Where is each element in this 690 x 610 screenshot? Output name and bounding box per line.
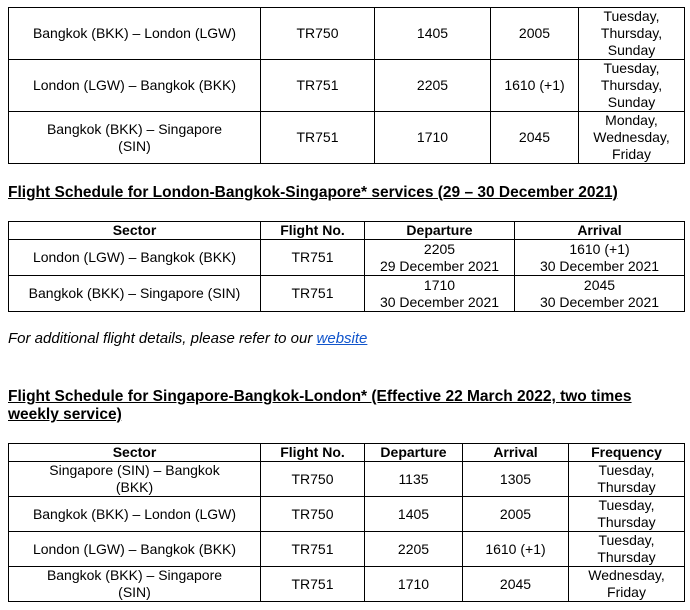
flight-cell: TR751 <box>261 567 365 602</box>
sector-cell: London (LGW) – Bangkok (BKK) <box>9 240 261 276</box>
sector-cell: Bangkok (BKK) – Singapore (SIN) <box>9 567 261 602</box>
arrival-cell: 1610 (+1) <box>491 60 579 112</box>
flight-cell: TR751 <box>261 240 365 276</box>
note-text: For additional flight details, please refer to our <box>8 330 313 347</box>
departure-cell: 1135 <box>365 462 463 497</box>
column-header-flight-no: Flight No. <box>261 444 365 462</box>
frequency-cell: Tuesday, Thursday <box>569 497 685 532</box>
flight-cell: TR750 <box>261 462 365 497</box>
section-heading-singapore-bangkok-london <box>8 388 632 424</box>
column-header-departure: Departure <box>365 444 463 462</box>
website-link[interactable]: website <box>316 330 368 347</box>
arrival-cell: 2045 <box>491 112 579 164</box>
column-header-departure: Departure <box>365 222 515 240</box>
table-row <box>9 497 685 532</box>
column-header-sector: Sector <box>9 444 261 462</box>
flight-cell: TR751 <box>261 112 375 164</box>
flight-cell: TR750 <box>261 497 365 532</box>
table-header-row <box>9 222 685 240</box>
table-row <box>9 532 685 567</box>
frequency-cell: Tuesday, Thursday <box>569 532 685 567</box>
departure-cell: 2205 29 December 2021 <box>365 240 515 276</box>
flight-cell: TR751 <box>261 276 365 312</box>
departure-cell: 1405 <box>375 8 491 60</box>
table-row <box>9 8 685 60</box>
sector-cell: Bangkok (BKK) – Singapore (SIN) <box>9 276 261 312</box>
table-header-row <box>9 444 685 462</box>
arrival-cell: 2005 <box>463 497 569 532</box>
sector-cell: Bangkok (BKK) – London (LGW) <box>9 8 261 60</box>
arrival-cell: 1305 <box>463 462 569 497</box>
flight-cell: TR751 <box>261 532 365 567</box>
departure-cell: 1710 <box>375 112 491 164</box>
sector-cell: Bangkok (BKK) – London (LGW) <box>9 497 261 532</box>
departure-cell: 2205 <box>375 60 491 112</box>
table-row <box>9 60 685 112</box>
arrival-cell: 2045 30 December 2021 <box>515 276 685 312</box>
column-header-flight-no: Flight No. <box>261 222 365 240</box>
arrival-cell: 1610 (+1) <box>463 532 569 567</box>
departure-cell: 1710 30 December 2021 <box>365 276 515 312</box>
column-header-frequency: Frequency <box>569 444 685 462</box>
flight-cell: TR750 <box>261 8 375 60</box>
table-row <box>9 567 685 602</box>
additional-details-note <box>8 330 367 347</box>
table-row <box>9 240 685 276</box>
frequency-cell: Monday, Wednesday, Friday <box>579 112 685 164</box>
column-header-arrival: Arrival <box>463 444 569 462</box>
frequency-cell: Tuesday, Thursday, Sunday <box>579 8 685 60</box>
heading-line-2: weekly service) <box>8 406 122 423</box>
frequency-cell: Wednesday, Friday <box>569 567 685 602</box>
schedule-table-1 <box>8 7 685 164</box>
column-header-sector: Sector <box>9 222 261 240</box>
section-heading-london-bangkok-singapore: Flight Schedule for London-Bangkok-Singapore* services (29 – 30 December 2021) <box>8 184 618 201</box>
sector-cell: Singapore (SIN) – Bangkok (BKK) <box>9 462 261 497</box>
sector-cell: Bangkok (BKK) – Singapore (SIN) <box>9 112 261 164</box>
sector-cell: London (LGW) – Bangkok (BKK) <box>9 60 261 112</box>
arrival-cell: 2005 <box>491 8 579 60</box>
table-row <box>9 276 685 312</box>
frequency-cell: Tuesday, Thursday <box>569 462 685 497</box>
departure-cell: 1710 <box>365 567 463 602</box>
flight-cell: TR751 <box>261 60 375 112</box>
arrival-cell: 1610 (+1) 30 December 2021 <box>515 240 685 276</box>
table-row <box>9 462 685 497</box>
schedule-table-2 <box>8 221 685 312</box>
column-header-arrival: Arrival <box>515 222 685 240</box>
arrival-cell: 2045 <box>463 567 569 602</box>
frequency-cell: Tuesday, Thursday, Sunday <box>579 60 685 112</box>
departure-cell: 1405 <box>365 497 463 532</box>
heading-line-1: Flight Schedule for Singapore-Bangkok-London* (Effective 22 March 2022, two times <box>8 388 632 405</box>
departure-cell: 2205 <box>365 532 463 567</box>
table-row <box>9 112 685 164</box>
sector-cell: London (LGW) – Bangkok (BKK) <box>9 532 261 567</box>
schedule-table-3 <box>8 443 685 602</box>
